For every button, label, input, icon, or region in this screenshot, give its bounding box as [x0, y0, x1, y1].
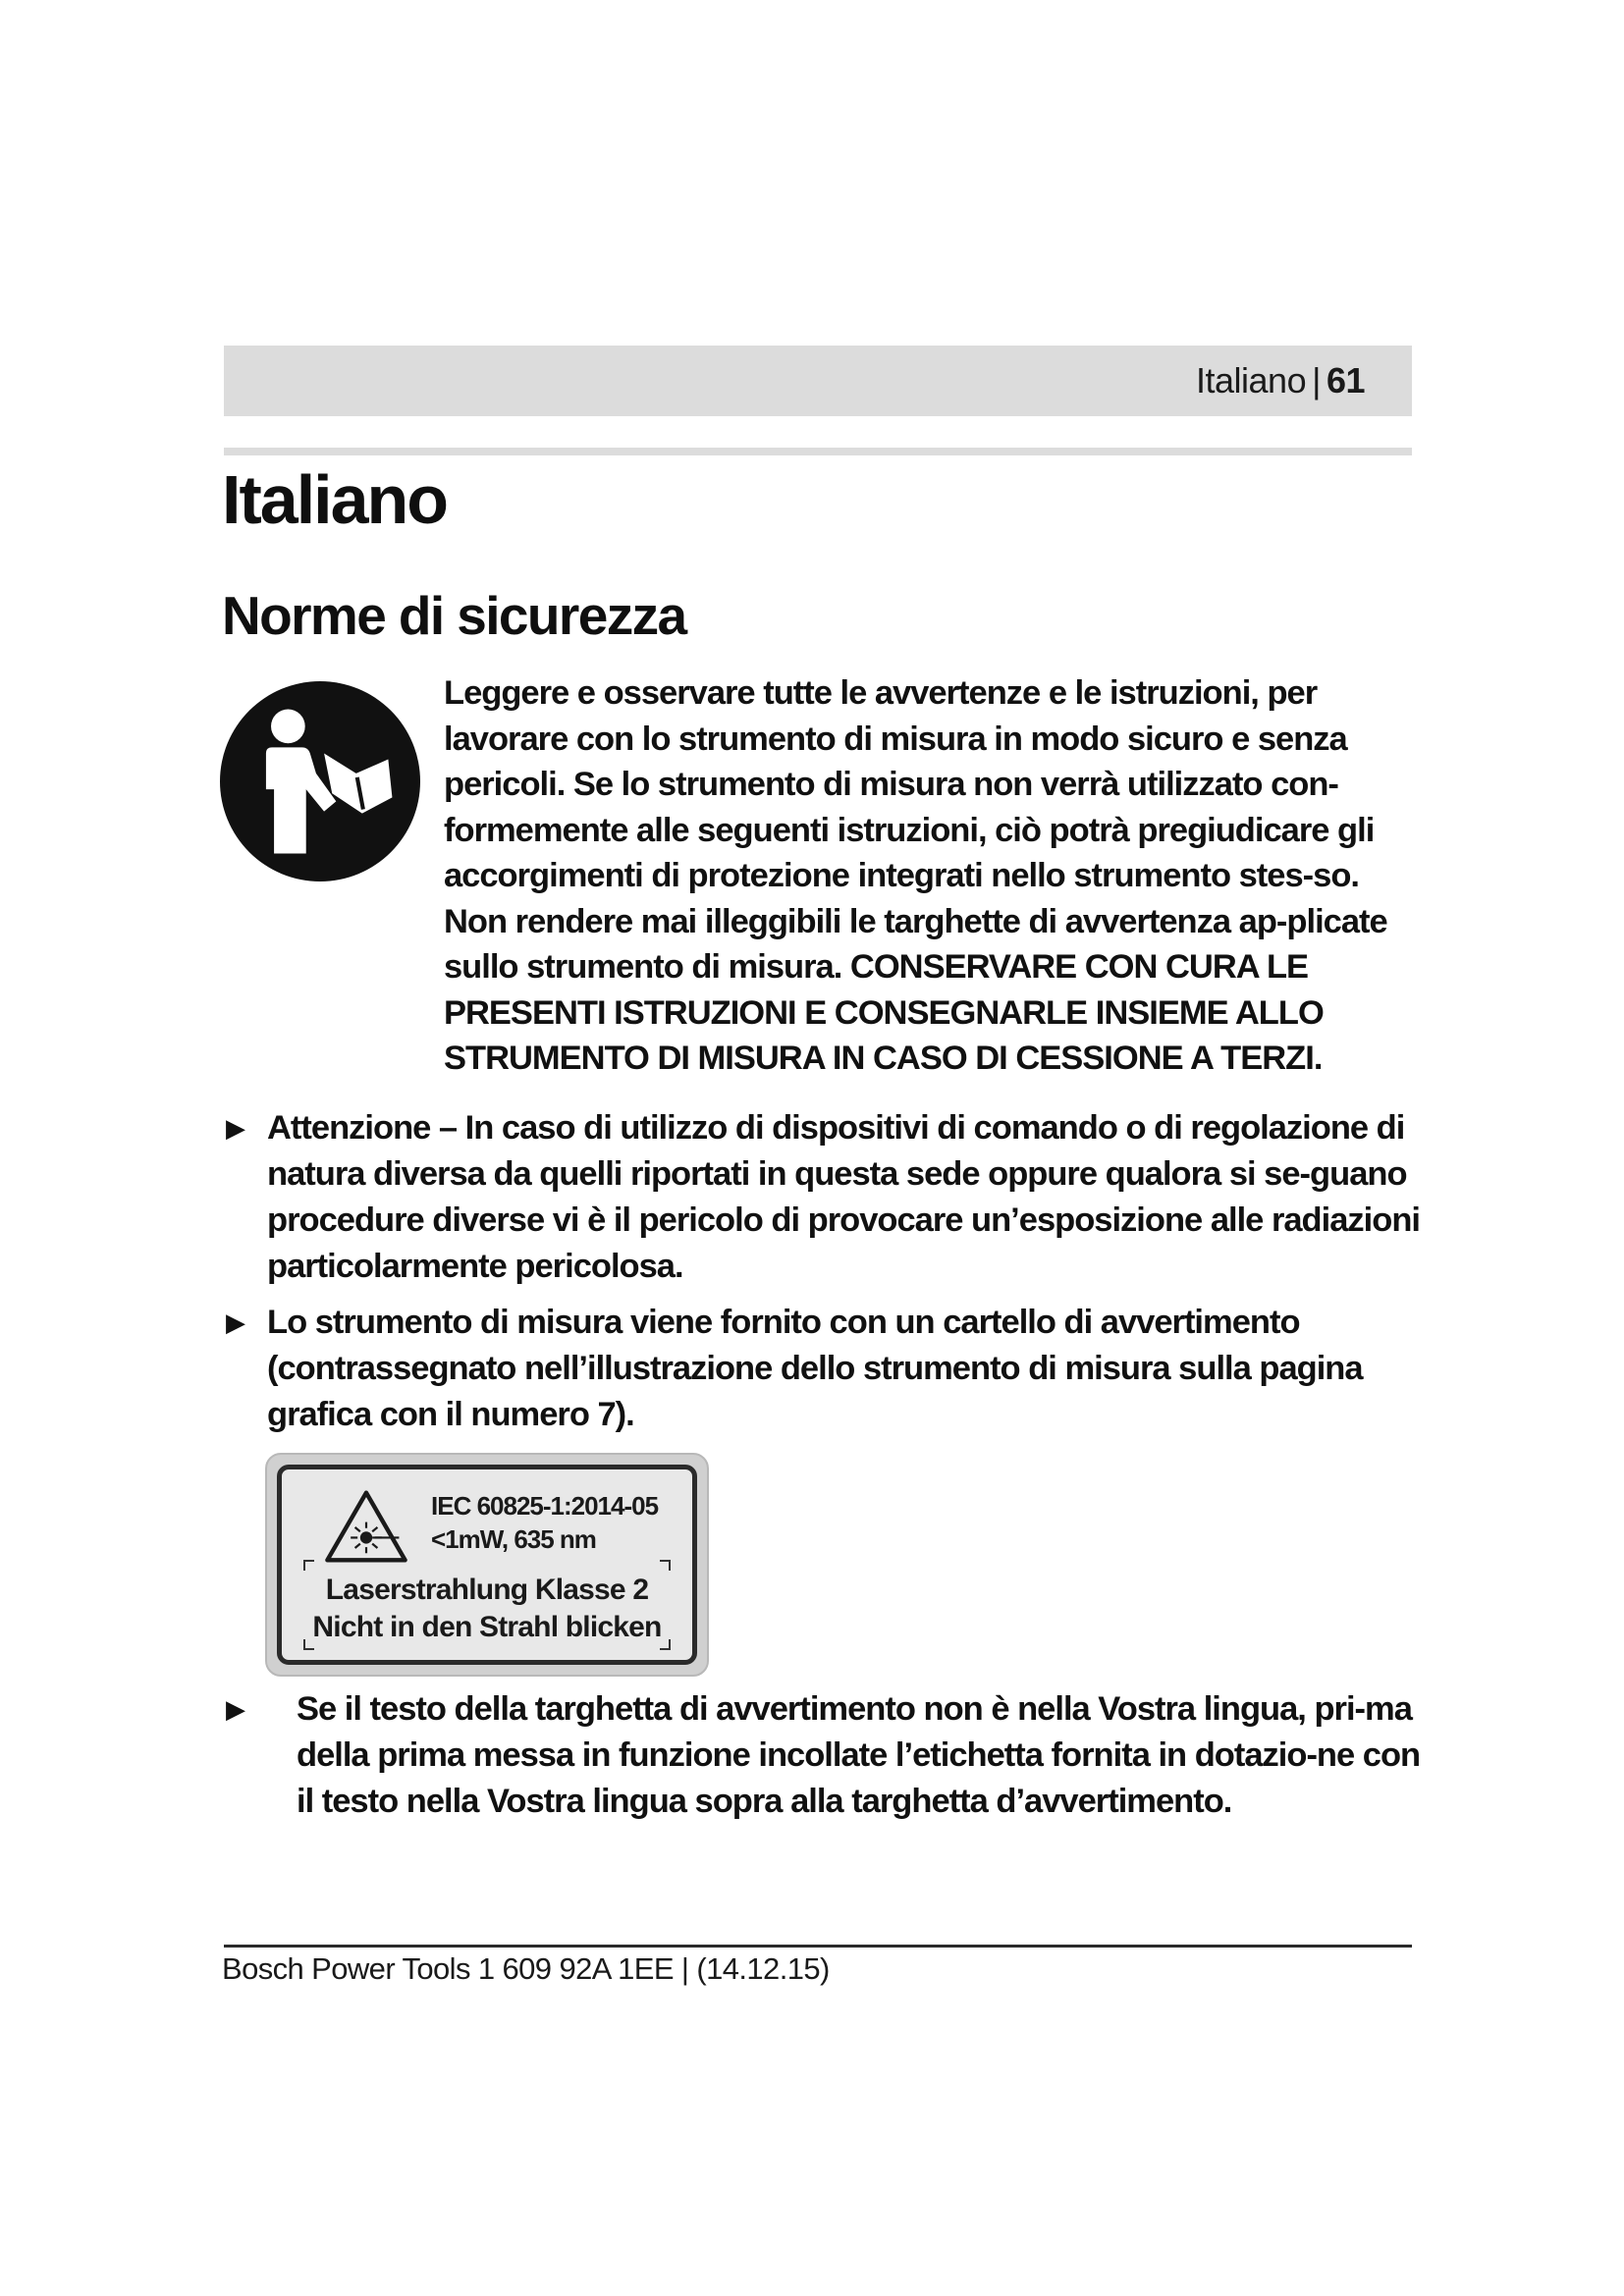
label-class-line: Laserstrahlung Klasse 2	[325, 1574, 649, 1606]
corner-mark	[660, 1560, 671, 1571]
label-standard: IEC 60825-1:2014-05	[431, 1491, 659, 1521]
running-header	[224, 346, 1412, 416]
laser-warning-icon	[323, 1487, 409, 1566]
laser-warning-label-inner	[277, 1465, 697, 1665]
laser-warning-label	[265, 1453, 709, 1677]
label-caution-line: Nicht in den Strahl blicken	[312, 1611, 662, 1643]
header-section-name: Italiano	[1196, 360, 1307, 400]
bullet-item	[226, 1105, 1424, 1290]
triangle-right-icon: ▶	[226, 1308, 244, 1337]
footer-rule	[224, 1945, 1412, 1948]
bullet-text: Se il testo della targhetta di avvertimento non è nella Vostra lingua, pri-ma della prima messa in funzione incollate l’etichetta fornita in dotazio-ne con il testo nella Vostra lingua sopra alla targhetta d’avvertimento.	[297, 1690, 1421, 1820]
label-standard-block	[431, 1489, 658, 1556]
section-heading: Norme di sicurezza	[222, 585, 686, 646]
intro-paragraph: Leggere e osservare tutte le avvertenze e le istruzioni, per lavorare con lo strumento di misura in modo sicuro e senza pericoli. Se lo strumento di misura non verrà utilizzato con-formemente alle seguenti istruzioni, ciò potrà pregiudicare gli accorgimenti di protezione integrati nello strumento stes-so. Non rendere mai illeggibili le targhette di avvertenza ap-plicate sullo strumento di misura. CONSERVARE CON CURA LE PRESENTI ISTRUZIONI E CONSEGNARLE INSIEME ALLO STRUMENTO DI MISURA IN CASO DI CESSIONE A TERZI.	[444, 674, 1387, 1077]
corner-mark	[303, 1560, 314, 1571]
page-number: 61	[1326, 360, 1365, 400]
label-power: <1mW, 635 nm	[431, 1524, 596, 1554]
label-class-block	[282, 1572, 692, 1646]
triangle-right-icon: ▶	[226, 1694, 244, 1724]
bullet-item	[226, 1300, 1424, 1438]
bullet-item	[226, 1686, 1424, 1825]
read-manual-icon	[220, 681, 420, 881]
page-title: Italiano	[222, 461, 448, 538]
triangle-right-icon: ▶	[226, 1113, 244, 1143]
header-rule	[224, 448, 1412, 455]
bullet-text: Attenzione – In caso di utilizzo di dispositivi di comando o di regolazione di natura diversa da quelli riportati in questa sede oppure qualora si se-guano procedure diverse vi è il pericolo di provocare un’esposizione alle radiazioni particolarmente pericolosa.	[267, 1109, 1420, 1285]
bullet-text: Lo strumento di misura viene fornito con un cartello di avvertimento (contrassegnato nell’illustrazione dello strumento di misura sulla pagina grafica con il numero 7).	[267, 1304, 1363, 1433]
page-footer: Bosch Power Tools 1 609 92A 1EE | (14.12.15)	[222, 1951, 830, 1986]
header-separator: |	[1312, 360, 1321, 400]
